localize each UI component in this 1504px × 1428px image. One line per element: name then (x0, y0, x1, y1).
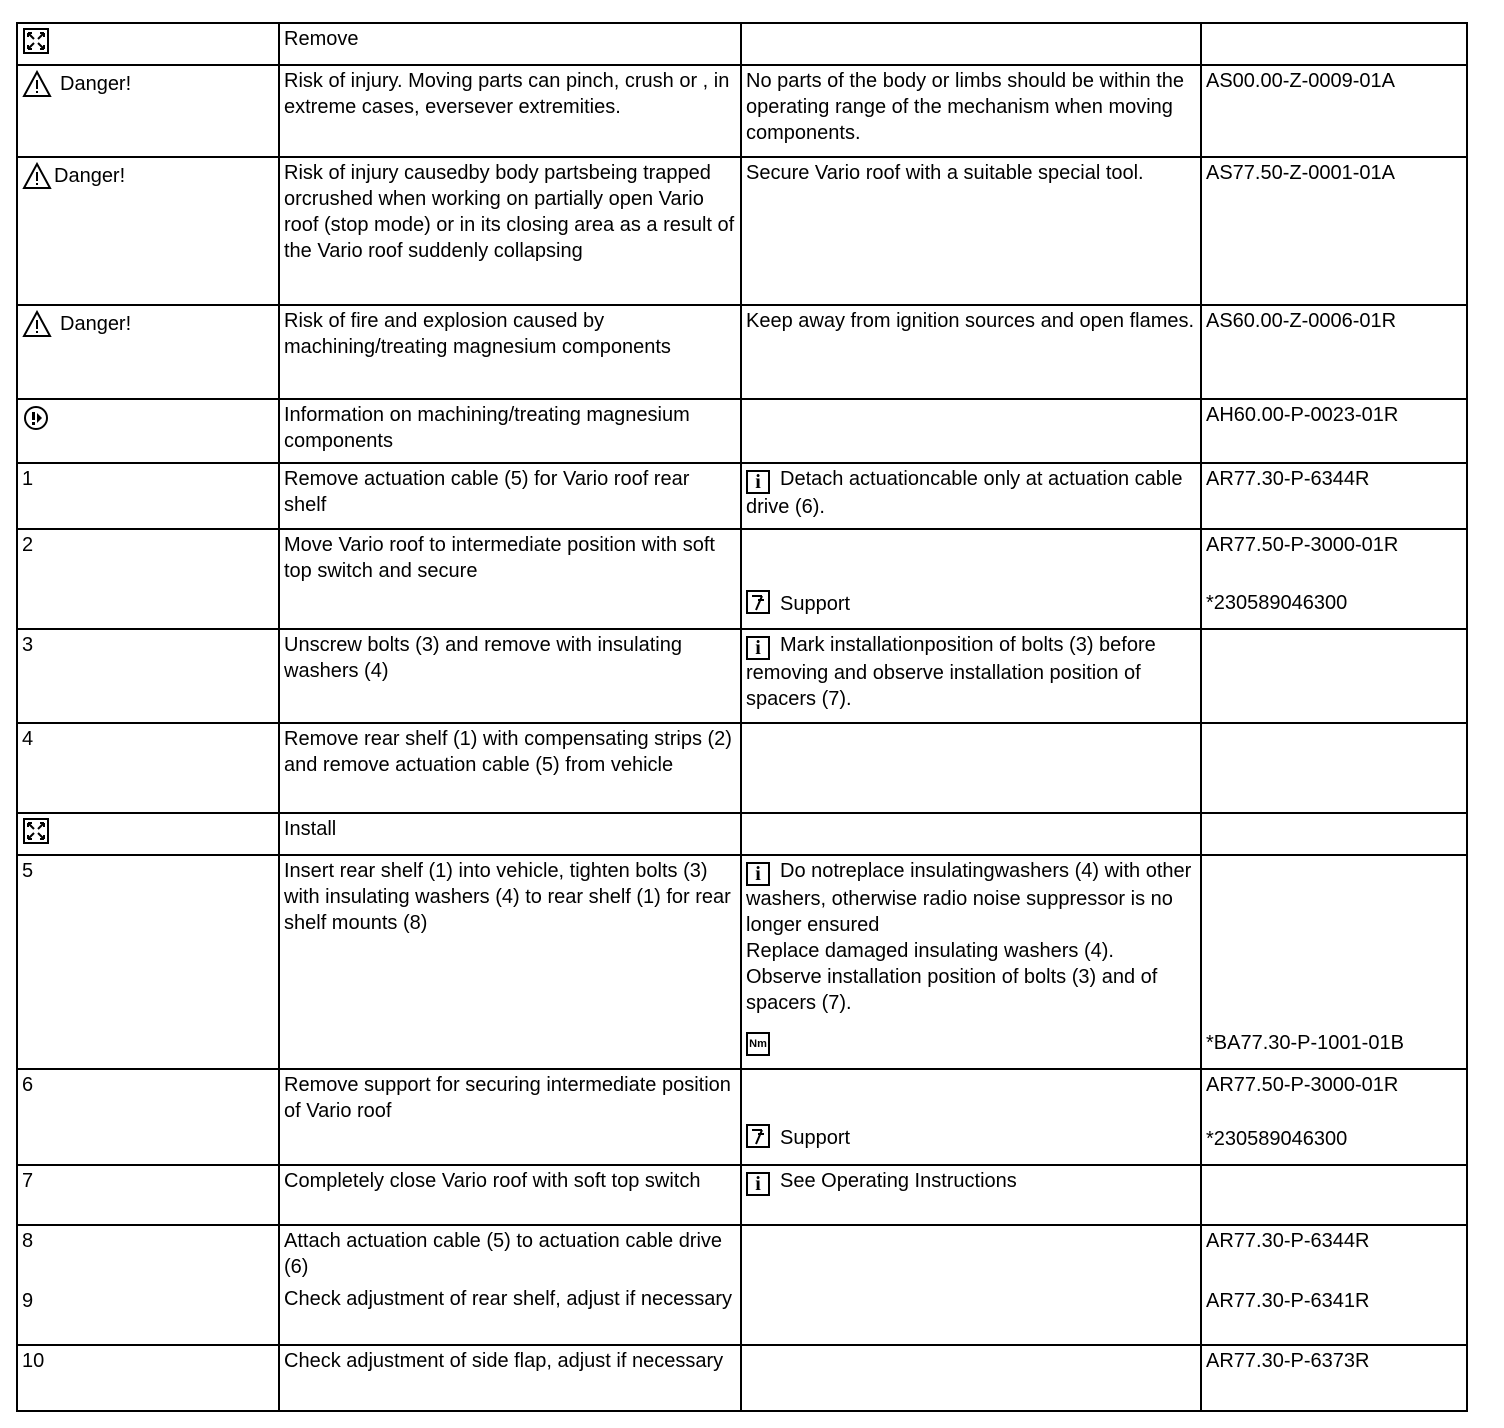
reference-cell (1201, 529, 1467, 629)
note-cell (741, 399, 1201, 463)
step-number: 3 (17, 629, 279, 723)
reference-cell: AR77.30-P-6344R (1201, 463, 1467, 529)
info-icon: i (746, 1172, 770, 1196)
note-cell (741, 855, 1201, 1069)
note-cell: Secure Vario roof with a suitable special tool. (741, 157, 1201, 305)
step-cell (17, 813, 279, 855)
reference-cell (1201, 1069, 1467, 1165)
action-cell: Information on machining/treating magnesium components (279, 399, 741, 463)
note-cell (741, 1165, 1201, 1225)
warning-icon (22, 310, 52, 338)
action-cell: Remove actuation cable (5) for Vario roof rear shelf (279, 463, 741, 529)
action-cell: Remove (279, 23, 741, 65)
reference-cell: AR77.30-P-6373R (1201, 1345, 1467, 1411)
note-cell: No parts of the body or limbs should be within the operating range of the mechanism when moving components. (741, 65, 1201, 157)
action-cell: Unscrew bolts (3) and remove with insulating washers (4) (279, 629, 741, 723)
note-cell (741, 1345, 1201, 1411)
danger-label: Danger! (54, 165, 126, 187)
action-cell: Remove support for securing intermediate position of Vario roof (279, 1069, 741, 1165)
table-row (17, 723, 1467, 813)
action-cell (279, 1225, 741, 1345)
step-number: 2 (17, 529, 279, 629)
note-text: Replace damaged insulating washers (4). (746, 940, 1114, 962)
table-row (17, 855, 1467, 1069)
info-icon: i (746, 636, 770, 660)
note-cell (741, 629, 1201, 723)
note-text: Mark installationposition of bolts (3) before removing and observe installation position of spacers (7). (746, 634, 1156, 710)
table-row (17, 65, 1467, 157)
step-number: 10 (17, 1345, 279, 1411)
danger-label-group (22, 70, 274, 98)
remove-install-icon (22, 27, 50, 55)
reference-text: AR77.50-P-3000-01R (1206, 534, 1399, 556)
note-text: Support (780, 593, 851, 615)
special-tool-icon (746, 590, 770, 614)
info-icon: i (746, 862, 770, 886)
table-row (17, 1165, 1467, 1225)
step-number: 8 (22, 1230, 34, 1252)
danger-label: Danger! (60, 313, 132, 335)
note-cell (741, 1225, 1201, 1345)
table-row (17, 23, 1467, 65)
note-text-group (746, 858, 1196, 938)
remove-install-icon (22, 817, 50, 845)
note-cell (741, 529, 1201, 629)
danger-label: Danger! (60, 73, 132, 95)
step-number: 4 (17, 723, 279, 813)
step-number-group (17, 1225, 279, 1345)
table-row (17, 157, 1467, 305)
action-cell: Completely close Vario roof with soft top switch (279, 1165, 741, 1225)
special-tool-icon (746, 1124, 770, 1148)
note-text: Detach actuationcable only at actuation cable drive (6). (746, 468, 1183, 518)
note-cell (741, 723, 1201, 813)
action-cell: Insert rear shelf (1) into vehicle, tighten bolts (3) with insulating washers (4) to rear shelf (1) for rear shelf mounts (8) (279, 855, 741, 1069)
note-text: See Operating Instructions (780, 1170, 1017, 1192)
reference-text: AR77.30-P-6344R (1206, 1230, 1370, 1252)
action-cell: Check adjustment of side flap, adjust if necessary (279, 1345, 741, 1411)
reference-cell: AS00.00-Z-0009-01A (1201, 65, 1467, 157)
reference-text: AR77.50-P-3000-01R (1206, 1074, 1399, 1096)
reference-cell (1201, 813, 1467, 855)
reference-cell (1201, 1165, 1467, 1225)
tool-number: *230589046300 (1206, 592, 1348, 614)
torque-icon: Nm (746, 1032, 770, 1056)
table-row (17, 813, 1467, 855)
action-cell: Remove rear shelf (1) with compensating strips (2) and remove actuation cable (5) from vehicle (279, 723, 741, 813)
step-cell (17, 65, 279, 157)
table-row (17, 1069, 1467, 1165)
procedure-table (16, 22, 1468, 1412)
reference-cell (1201, 629, 1467, 723)
note-cell: Keep away from ignition sources and open flames. (741, 305, 1201, 399)
action-cell: Risk of injury causedby body partsbeing trapped orcrushed when working on partially open Vario roof (stop mode) or in its closing area as a result of the Vario roof suddenly collapsing (279, 157, 741, 305)
action-cell: Move Vario roof to intermediate position with soft top switch and secure (279, 529, 741, 629)
table-row (17, 305, 1467, 399)
note-cell (741, 23, 1201, 65)
info-icon: i (746, 470, 770, 494)
reference-cell: AH60.00-P-0023-01R (1201, 399, 1467, 463)
table-row (17, 1225, 1467, 1345)
action-cell: Risk of fire and explosion caused by machining/treating magnesium components (279, 305, 741, 399)
step-number: 1 (17, 463, 279, 529)
action-text: Attach actuation cable (5) to actuation cable drive (6) (284, 1230, 723, 1278)
note-cell (741, 1069, 1201, 1165)
table-row (17, 529, 1467, 629)
note-text: Observe installation position of bolts (3) and of spacers (7). (746, 966, 1158, 1014)
step-number: 6 (17, 1069, 279, 1165)
reference-cell: AS60.00-Z-0006-01R (1201, 305, 1467, 399)
note-cell (741, 463, 1201, 529)
step-cell (17, 157, 279, 305)
note-text: Support (780, 1127, 851, 1149)
note-cell (741, 813, 1201, 855)
action-cell: Risk of injury. Moving parts can pinch, crush or , in extreme cases, eversever extremities. (279, 65, 741, 157)
reference-cell (1201, 723, 1467, 813)
tool-number: *230589046300 (1206, 1128, 1348, 1150)
reference-text: AR77.30-P-6341R (1206, 1290, 1370, 1312)
step-number: 9 (22, 1290, 34, 1312)
table-row (17, 463, 1467, 529)
warning-icon (22, 70, 52, 98)
step-cell (17, 305, 279, 399)
reference-cell (1201, 23, 1467, 65)
reference-cell: AS77.50-Z-0001-01A (1201, 157, 1467, 305)
action-text: Check adjustment of rear shelf, adjust if necessary (284, 1288, 732, 1310)
step-number: 7 (17, 1165, 279, 1225)
danger-label-group (22, 162, 274, 190)
table-row (17, 399, 1467, 463)
note-text: Do notreplace insulatingwashers (4) with other washers, otherwise radio noise suppressor is no longer ensured (746, 860, 1192, 936)
step-number: 5 (17, 855, 279, 1069)
table-row (17, 1345, 1467, 1411)
reference-cell (1201, 1225, 1467, 1345)
action-cell: Install (279, 813, 741, 855)
step-cell (17, 23, 279, 65)
reference-cell (1201, 855, 1467, 1069)
danger-label-group (22, 310, 274, 338)
table-row (17, 629, 1467, 723)
warning-icon (22, 162, 52, 190)
note-icon (22, 404, 50, 432)
reference-text: *BA77.30-P-1001-01B (1206, 1032, 1404, 1054)
step-cell (17, 399, 279, 463)
